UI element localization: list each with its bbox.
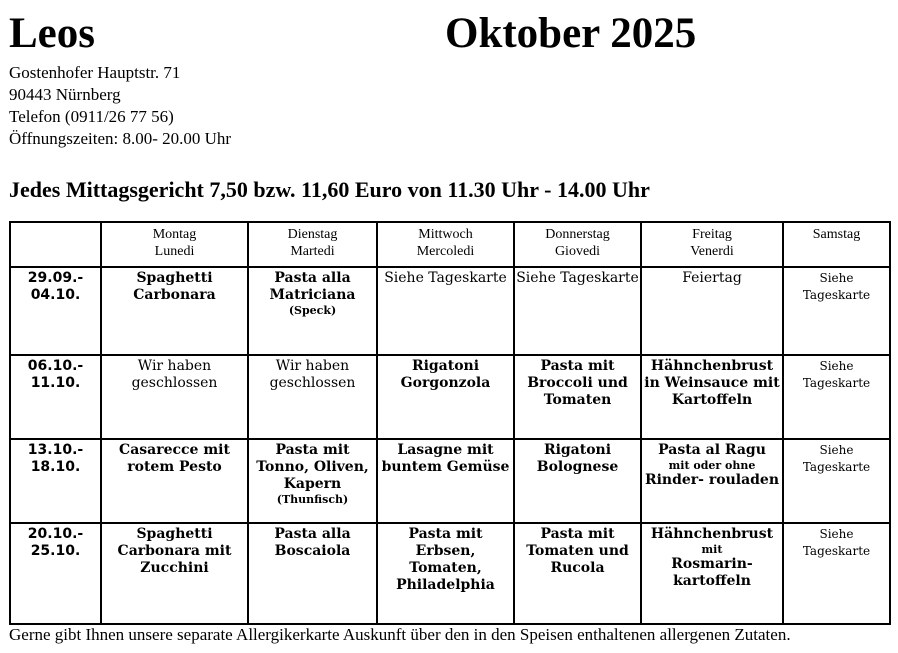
header-monday: Montag Lunedi (101, 222, 248, 267)
table-row (10, 267, 890, 355)
dish-cell: Pasta alla Boscaiola (248, 523, 377, 624)
dish-cell: Casarecce mit rotem Pesto (101, 439, 248, 523)
dish-cell: Pasta mit Tonno, Oliven, Kapern (Thunfisch) (248, 439, 377, 523)
dish-cell: Hähnchenbrust in Weinsauce mit Kartoffeln (641, 355, 783, 439)
menu-table (9, 221, 891, 625)
dish-cell: Pasta mit Erbsen, Tomaten, Philadelphia (377, 523, 514, 624)
restaurant-name: Leos (9, 10, 95, 57)
dish-cell: Pasta alla Matriciana (Speck) (248, 267, 377, 355)
dish-cell: Spaghetti Carbonara (101, 267, 248, 355)
address-block (9, 62, 231, 150)
dish-cell: Siehe Tageskarte (377, 267, 514, 355)
header-saturday: Samstag (783, 222, 890, 267)
address-phone: Telefon (0911/26 77 56) (9, 107, 174, 126)
lunch-price-info: Jedes Mittagsgericht 7,50 bzw. 11,60 Euro von 11.30 Uhr - 14.00 Uhr (9, 177, 650, 202)
table-row (10, 355, 890, 439)
table-row (10, 523, 890, 624)
dish-cell: Pasta mit Broccoli und Tomaten (514, 355, 641, 439)
week-date: 06.10.- 11.10. (10, 355, 101, 439)
month-title: Oktober 2025 (445, 10, 697, 57)
dish-cell: Feiertag (641, 267, 783, 355)
dish-cell: Rigatoni Gorgonzola (377, 355, 514, 439)
dish-cell: Spaghetti Carbonara mit Zucchini (101, 523, 248, 624)
dish-cell: Siehe Tageskarte (783, 355, 890, 439)
dish-cell: Siehe Tageskarte (783, 267, 890, 355)
dish-cell: Wir haben geschlossen (101, 355, 248, 439)
dish-note: mit oder ohne (668, 459, 756, 472)
dish-cell: Pasta mit Tomaten und Rucola (514, 523, 641, 624)
allergen-note: Gerne gibt Ihnen unsere separate Allergikerkarte Auskunft über den in den Speisen enthaltenen allergenen Zutaten. (9, 625, 791, 644)
dish-note: (Thunfisch) (276, 493, 349, 506)
dish-cell: Wir haben geschlossen (248, 355, 377, 439)
week-date: 13.10.- 18.10. (10, 439, 101, 523)
week-date: 20.10.- 25.10. (10, 523, 101, 624)
dish-cell: Hähnchenbrust mit Rosmarin- kartoffeln (641, 523, 783, 624)
dish-cell: Siehe Tageskarte (783, 439, 890, 523)
header-thursday: Donnerstag Giovedi (514, 222, 641, 267)
header-tuesday: Dienstag Martedi (248, 222, 377, 267)
dish-cell: Lasagne mit buntem Gemüse (377, 439, 514, 523)
dish-note: (Speck) (288, 304, 337, 317)
week-date: 29.09.- 04.10. (10, 267, 101, 355)
dish-note: mit (701, 543, 723, 556)
header-wednesday: Mittwoch Mercoledi (377, 222, 514, 267)
table-header-row (10, 222, 890, 267)
address-hours: Öffnungszeiten: 8.00- 20.00 Uhr (9, 129, 232, 148)
dish-cell: Rigatoni Bolognese (514, 439, 641, 523)
table-row (10, 439, 890, 523)
address-street: Gostenhofer Hauptstr. 71 (9, 63, 181, 82)
dish-cell: Siehe Tageskarte (783, 523, 890, 624)
header-friday: Freitag Venerdi (641, 222, 783, 267)
dish-cell: Siehe Tageskarte (514, 267, 641, 355)
header-empty (10, 222, 101, 267)
address-city: 90443 Nürnberg (9, 85, 121, 104)
dish-cell: Pasta al Ragu mit oder ohne Rinder- rouladen (641, 439, 783, 523)
